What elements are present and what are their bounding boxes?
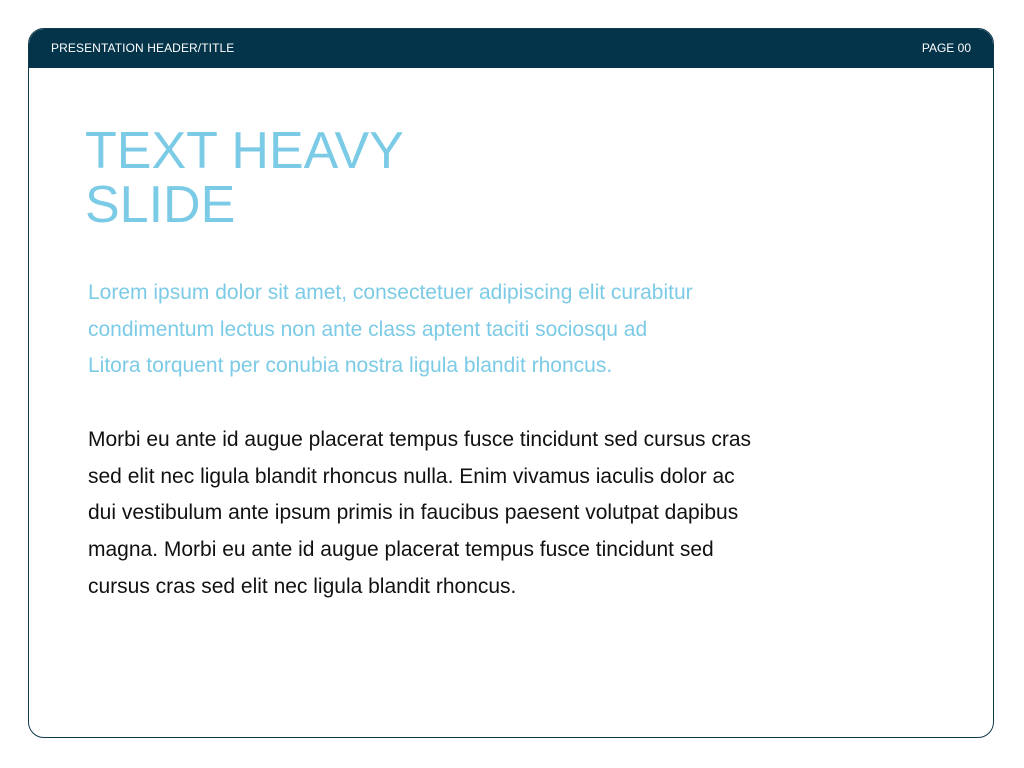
intro-paragraph [88,275,693,385]
body-line: sed elit nec ligula blandit rhoncus nulla. Enim vivamus iaculis dolor ac [88,464,735,488]
slide-frame [28,28,994,738]
body-line: dui vestibulum ante ipsum primis in faucibus paesent volutpat dapibus [88,501,739,525]
page-number: PAGE 00 [921,41,971,55]
header-bar [29,29,993,68]
slide-title [85,124,404,232]
intro-line: condimentum lectus non ante class aptent taciti sociosqu ad [88,317,648,341]
body-line: magna. Morbi eu ante id augue placerat tempus fusce tincidunt sed [88,538,714,562]
body-paragraph [88,422,751,606]
intro-line: Lorem ipsum dolor sit amet, consectetuer adipiscing elit curabitur [88,281,693,304]
slide-title-line-2: SLIDE [85,176,236,234]
body-line: Morbi eu ante id augue placerat tempus fusce tincidunt sed cursus cras [88,428,752,451]
intro-line: Litora torquent per conubia nostra ligula blandit rhoncus. [88,354,613,378]
presentation-header-title: PRESENTATION HEADER/TITLE [51,41,235,55]
slide-title-line-1: TEXT HEAVY [85,122,404,180]
body-line: cursus cras sed elit nec ligula blandit rhoncus. [88,574,517,598]
